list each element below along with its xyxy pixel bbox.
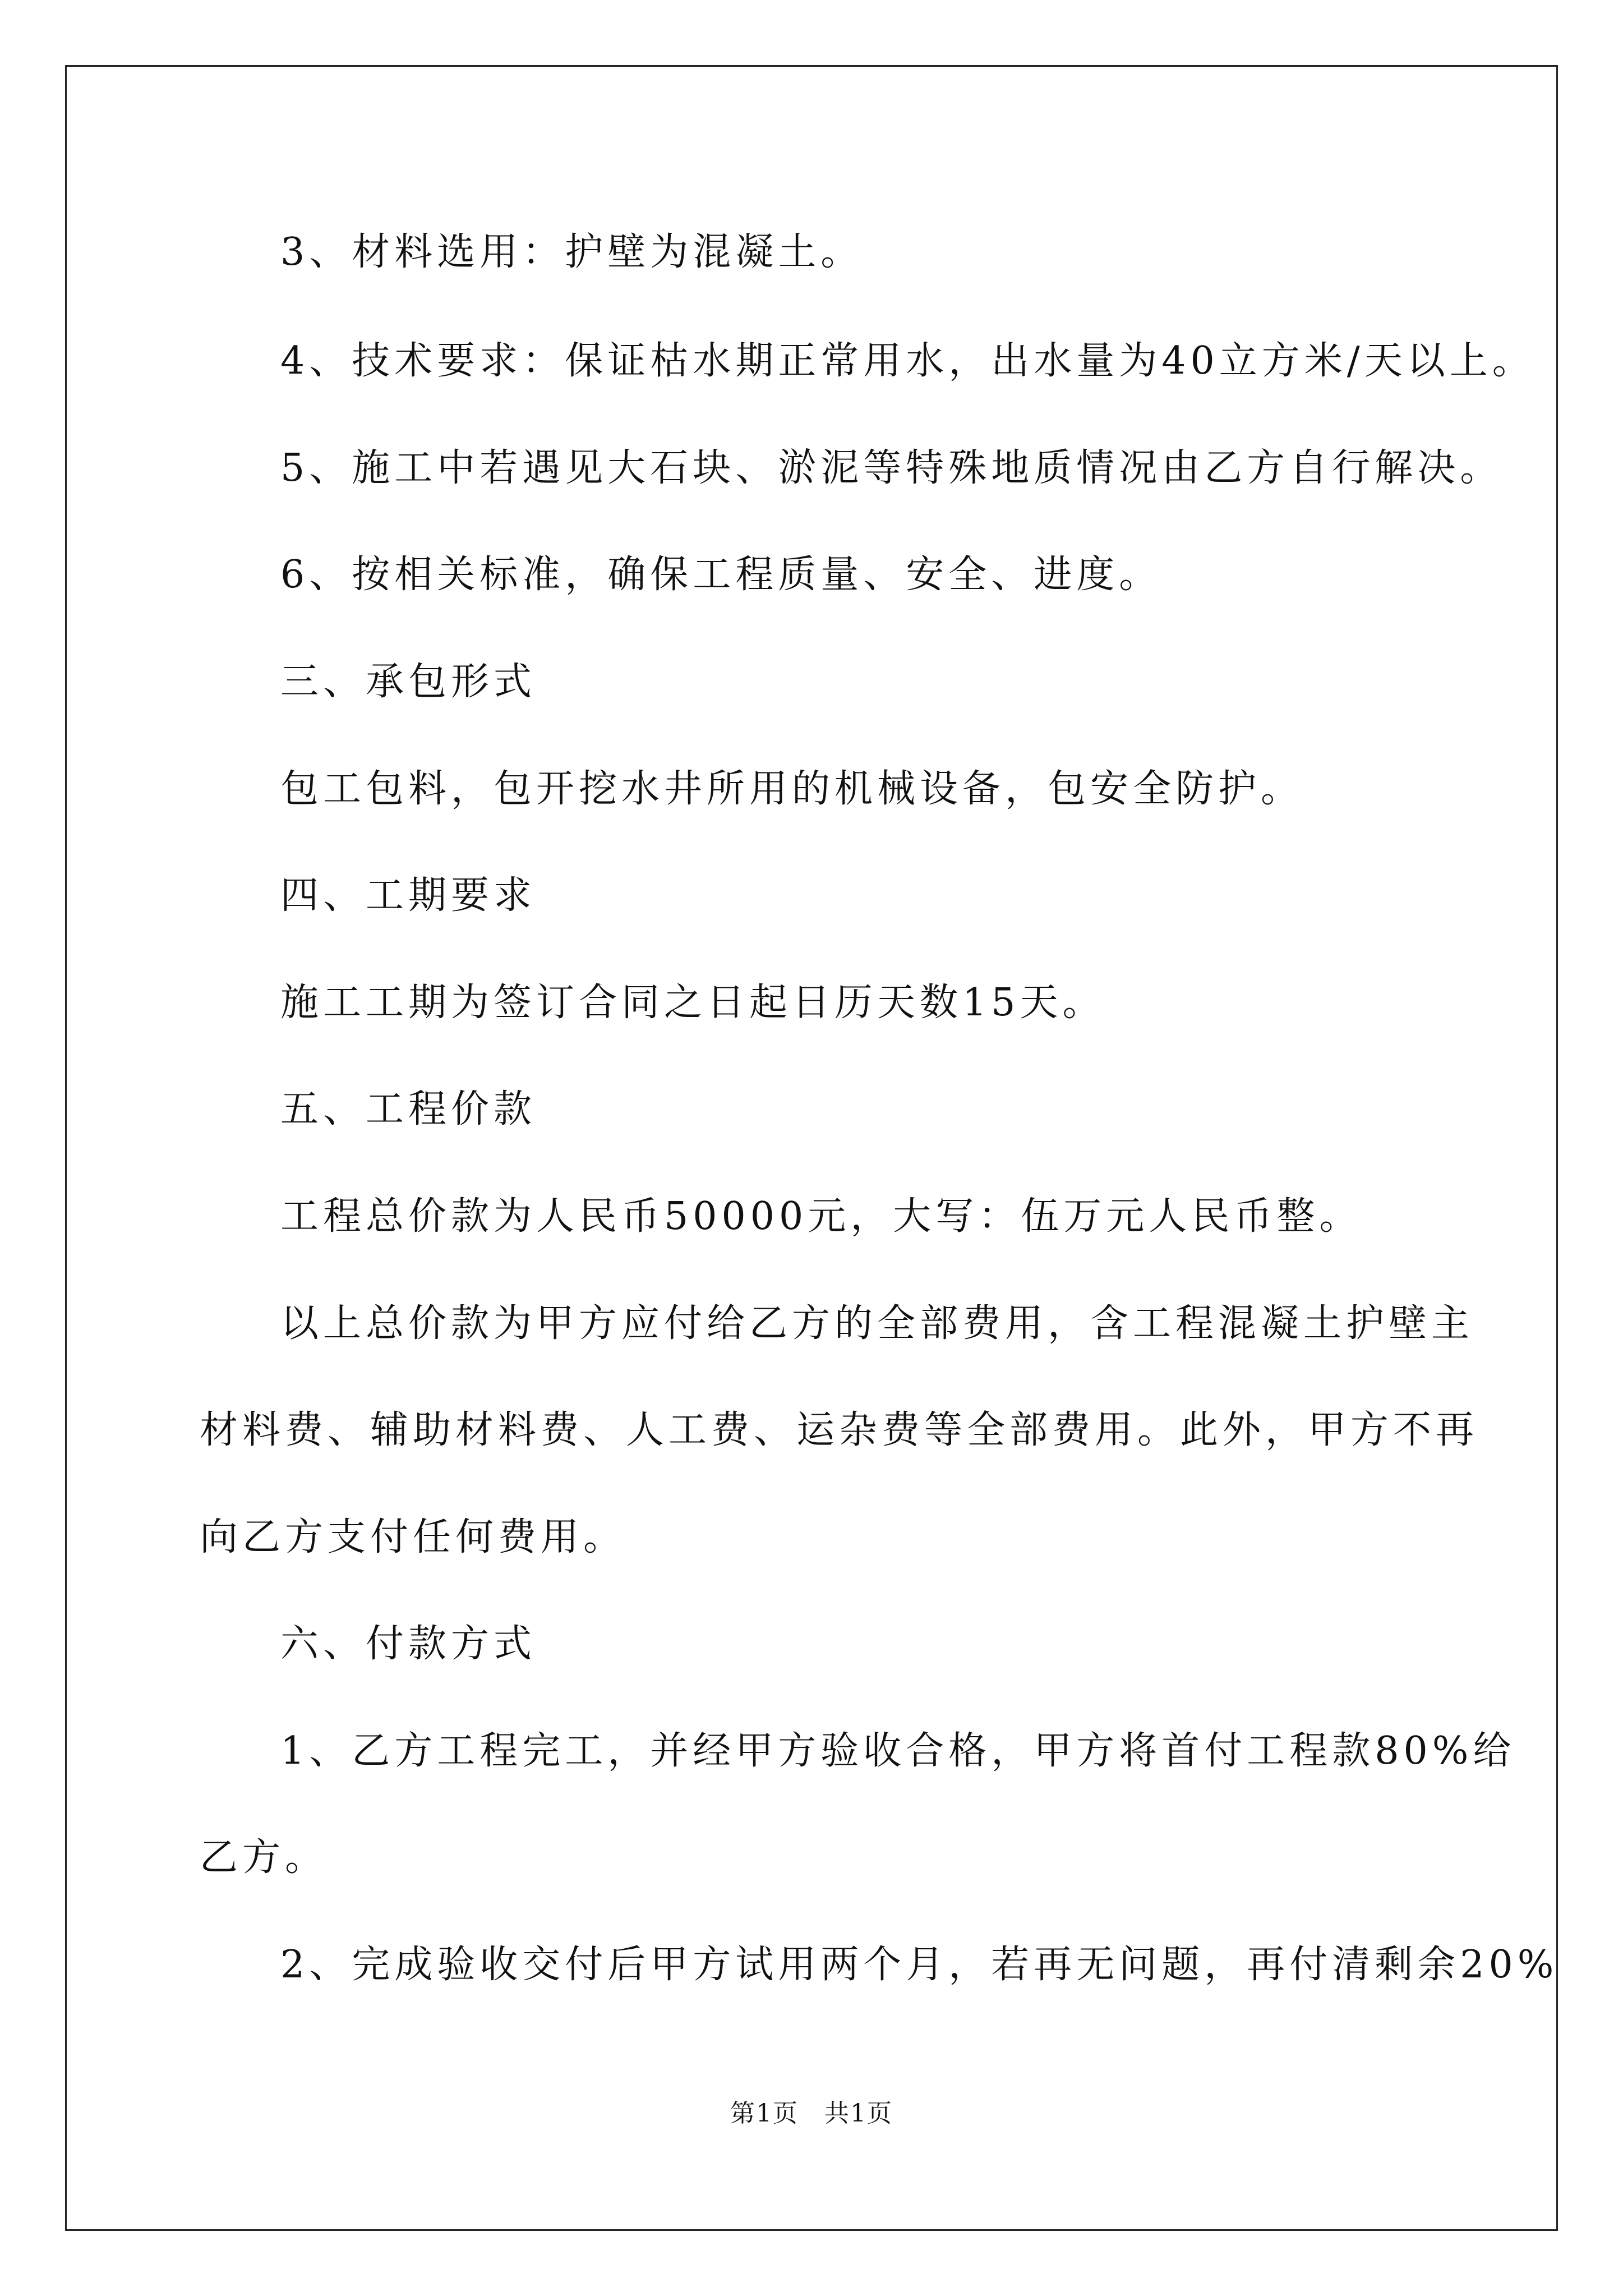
- paragraph-payment1-line1: 1、乙方工程完工，并经甲方验收合格，甲方将首付工程款80%给: [280, 1729, 1516, 1773]
- paragraph-standards: 6、按相关标准，确保工程质量、安全、进度。: [280, 553, 1162, 597]
- heading-payment: 六、付款方式: [280, 1622, 537, 1666]
- paragraph-payment2: 2、完成验收交付后甲方试用两个月，若再无问题，再付清剩余20%: [280, 1943, 1559, 1987]
- paragraph-material: 3、材料选用：护壁为混凝土。: [280, 230, 864, 274]
- heading-contract-form: 三、承包形式: [280, 660, 537, 704]
- paragraph-special-geology: 5、施工中若遇见大石块、淤泥等特殊地质情况由乙方自行解决。: [280, 446, 1503, 490]
- paragraph-total-price: 工程总价款为人民币50000元，大写：伍万元人民币整。: [280, 1194, 1362, 1239]
- heading-schedule: 四、工期要求: [280, 873, 537, 918]
- paragraph-price-scope-line2: 材料费、辅助材料费、人工费、运杂费等全部费用。此外，甲方不再: [200, 1408, 1479, 1452]
- page-footer: 第1页 共1页: [730, 2099, 893, 2128]
- paragraph-contract-form: 包工包料，包开挖水井所用的机械设备，包安全防护。: [280, 767, 1304, 811]
- paragraph-schedule: 施工工期为签订合同之日起日历天数15天。: [280, 981, 1105, 1025]
- paragraph-price-scope-line1: 以上总价款为甲方应付给乙方的全部费用，含工程混凝土护壁主: [280, 1301, 1474, 1346]
- paragraph-technical-requirements: 4、技术要求：保证枯水期正常用水，出水量为40立方米/天以上。: [280, 339, 1535, 383]
- paragraph-price-scope-line3: 向乙方支付任何费用。: [200, 1515, 626, 1559]
- page-border: [65, 65, 1558, 2231]
- paragraph-payment1-line2: 乙方。: [200, 1835, 328, 1880]
- heading-price: 五、工程价款: [280, 1087, 537, 1131]
